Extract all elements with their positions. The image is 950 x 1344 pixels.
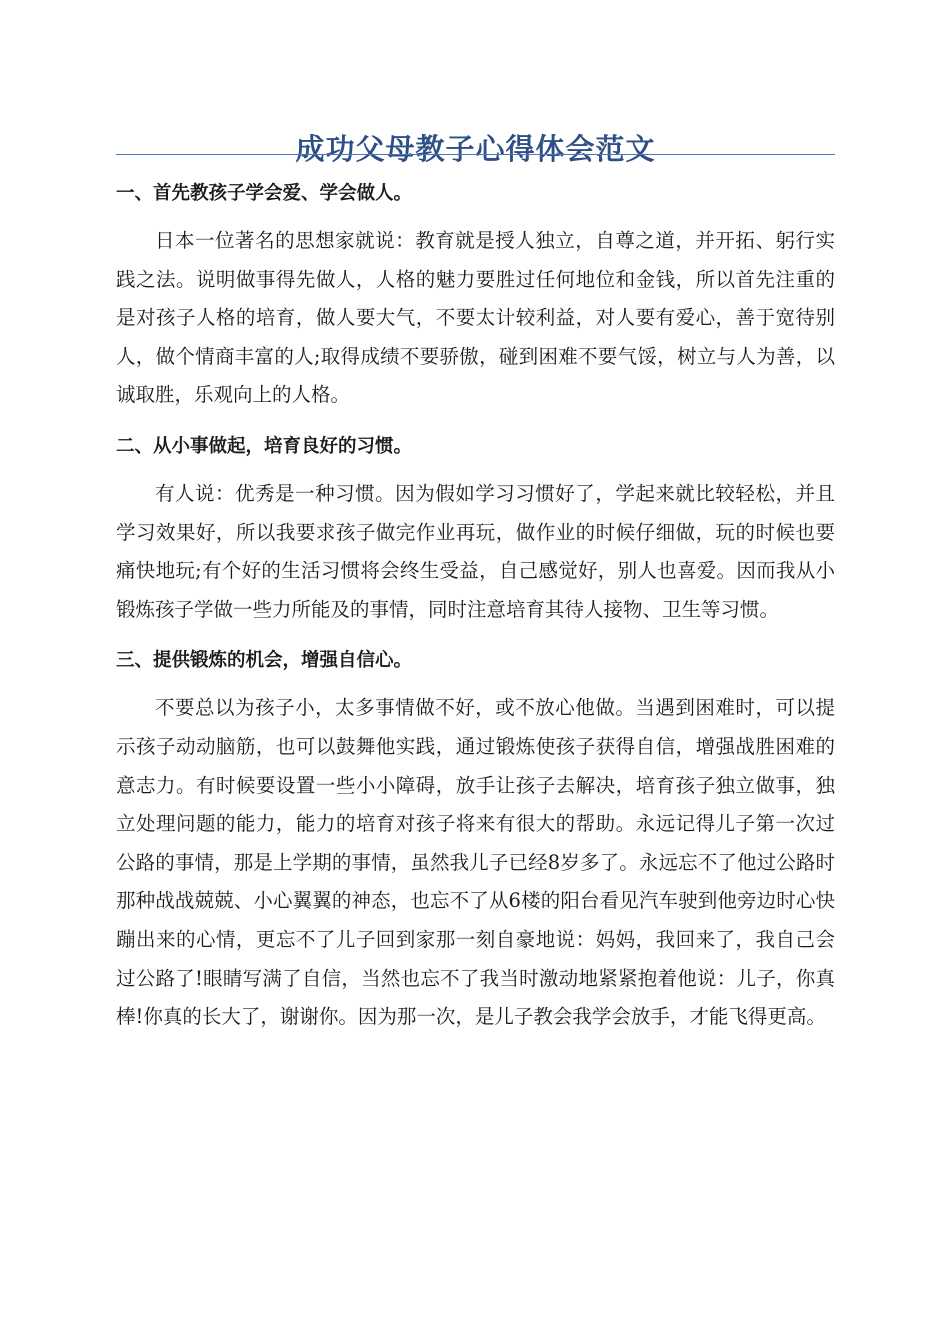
section-heading: 一、首先教孩子学会爱、学会做人。 [116, 183, 413, 204]
title-underline [116, 154, 835, 155]
section-heading: 三、提供锻炼的机会，增强自信心。 [116, 650, 413, 672]
section-paragraph: 有人说：优秀是一种习惯。因为假如学习习惯好了，学起来就比较轻松，并且学习效果好，所以我要求孩子做完作业再玩，做作业的时候仔细做，玩的时候也要痛快地玩;有个好的生活习惯将会终生受益，自己感觉好，别人也喜爱。因而我从小锻炼孩子学做一些力所能及的事情，同时注意培育其待人接物、卫生等习惯。 [116, 481, 835, 621]
section-heading: 二、从小事做起，培育良好的习惯。 [116, 435, 413, 457]
section-paragraph: 不要总以为孩子小，太多事情做不好，或不放心他做。当遇到困难时，可以提示孩子动动脑筋，也可以鼓舞他实践，通过锻炼使孩子获得自信，增强战胜困难的意志力。有时候要设置一些小小障碍，放手让孩子去解决，培育孩子独立做事，独立处理问题的能力，能力的培育对孩子将来有很大的帮助。永远记得儿子第一次过公路的事情，那是上学期的事情，虽然我儿子已经8岁多了。永远忘不了他过公路时那种战战兢兢、小心翼翼的神态，也忘不了从6楼的阳台看见汽车驶到他旁边时心快蹦出来的心情，更忘不了儿子回到家那一刻自豪地说：妈妈，我回来了，我自己会过公路了!眼睛写满了自信，当然也忘不了我当时激动地紧紧抱着他说：儿子，你真棒!你真的长大了，谢谢你。因为那一次，是儿子教会我学会放手，才能飞得更高。 [116, 696, 835, 1029]
document-title: 成功父母教子心得体会范文 [295, 132, 656, 167]
section-3 [116, 641, 835, 1036]
document-body [116, 174, 835, 1049]
section-1 [116, 174, 835, 415]
section-2 [116, 427, 835, 629]
section-paragraph: 日本一位著名的思想家就说：教育就是授人独立，自尊之道，并开拓、躬行实践之法。说明做事得先做人，人格的魅力要胜过任何地位和金钱，所以首先注重的是对孩子人格的培育，做人要大气，不要太计较利益，对人要有爱心，善于宽待别人，做个情商丰富的人;取得成绩不要骄傲，碰到困难不要气馁，树立与人为善，以诚取胜，乐观向上的人格。 [116, 229, 835, 407]
